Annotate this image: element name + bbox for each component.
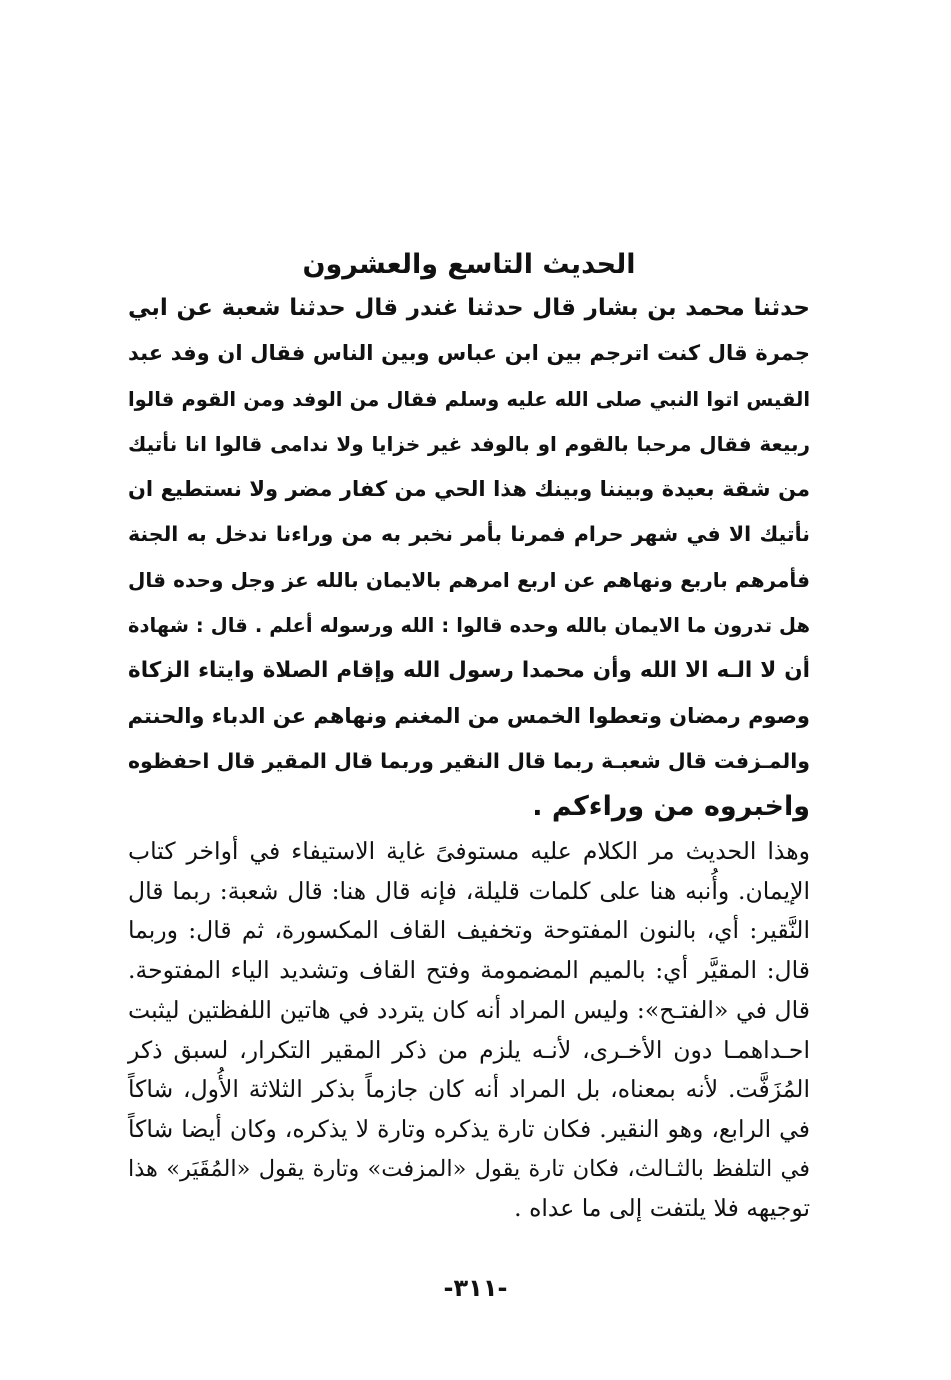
commentary-block [128, 832, 810, 1229]
hadith-line: حدثنا محمد بن بشار قال حدثنا غندر قال حدثنا شعبة عن ابي [128, 295, 810, 321]
hadith-line: أن لا الـه الا الله وأن محمدا رسول الله وإقام الصلاة وايتاء الزكاة [128, 658, 810, 684]
hadith-line: ربيعة فقال مرحبا بالقوم او بالوفد غير خزايا ولا ندامى قالوا انا نأتيك [128, 431, 810, 456]
commentary-line: في الرابع، وهو النقير. فكان تارة يذكره وتارة لا يذكره، وكان أيضا شاكاً [128, 1114, 810, 1143]
commentary-line: النَّقير: أي، بالنون المفتوحة وتخفيف القاف المكسورة، ثم قال: وربما [128, 916, 810, 945]
hadith-line: هل تدرون ما الايمان بالله وحده قالوا : الله ورسوله أعلم . قال : شهادة [128, 614, 810, 638]
commentary-line: الإيمان. وأُنبه هنا على كلمات قليلة، فإنه قال هنا: قال شعبة: ربما قال [128, 876, 810, 905]
hadith-line: من شقة بعيدة وبيننا وبينك هذا الحي من كفار مضر ولا نستطيع ان [128, 477, 810, 502]
commentary-line: توجيهه فلا يلتفت إلى ما عداه . [514, 1194, 810, 1223]
hadith-line: والمـزفت قال شعبـة ربما قال النقير وربما قال المقير قال احفظوه [127, 748, 810, 773]
commentary-line: قال في «الفتـح»: وليس المراد أنه كان يتردد في هاتين اللفظتين ليثبت [128, 995, 810, 1024]
hadith-line: فأمرهم باربع ونهاهم عن اربع امرهم بالايمان بالله عز وجل وحده قال [128, 567, 810, 592]
hadith-heading: الحديث التاسع والعشرون [302, 249, 636, 280]
hadith-line: نأتيك الا في شهر حرام فمرنا بأمر نخبر به من وراءنا ندخل به الجنة [128, 522, 810, 547]
commentary-line: وهذا الحديث مر الكلام عليه مستوفىً غاية الاستيفاء في أواخر كتاب [128, 837, 810, 865]
hadith-line: جمرة قال كنت اترجم بين ابن عباس وبين الناس فقال ان وفد عبد [128, 341, 810, 366]
commentary-line: في التلفظ بالثـالث، فكان تارة يقول «المزفت» وتارة يقول «المُقَيَر» هذا [128, 1155, 810, 1182]
hadith-text-block [128, 286, 810, 830]
page-number: -٣١١- [443, 1274, 508, 1302]
commentary-line: احـداهمـا دون الأخـرى، لأنـه يلزم من ذكر المقير التكرار، لسبق ذكر [128, 1035, 810, 1064]
commentary-line: قال: المقيَّر أي: بالميم المضمومة وفتح القاف وتشديد الياء المفتوحة. [128, 956, 810, 985]
hadith-line: القيس اتوا النبي صلى الله عليه وسلم فقال من الوفد ومن القوم قالوا [128, 387, 810, 411]
commentary-line: المُزَفَّت. لأنه بمعناه، بل المراد أنه كان جازماً بذكر الثلاثة الأُول، شاكاً [128, 1075, 810, 1104]
hadith-line: واخبروه من وراءكم . [532, 791, 810, 823]
hadith-line: وصوم رمضان وتعطوا الخمس من المغنم ونهاهم عن الدباء والحنتم [127, 703, 810, 728]
